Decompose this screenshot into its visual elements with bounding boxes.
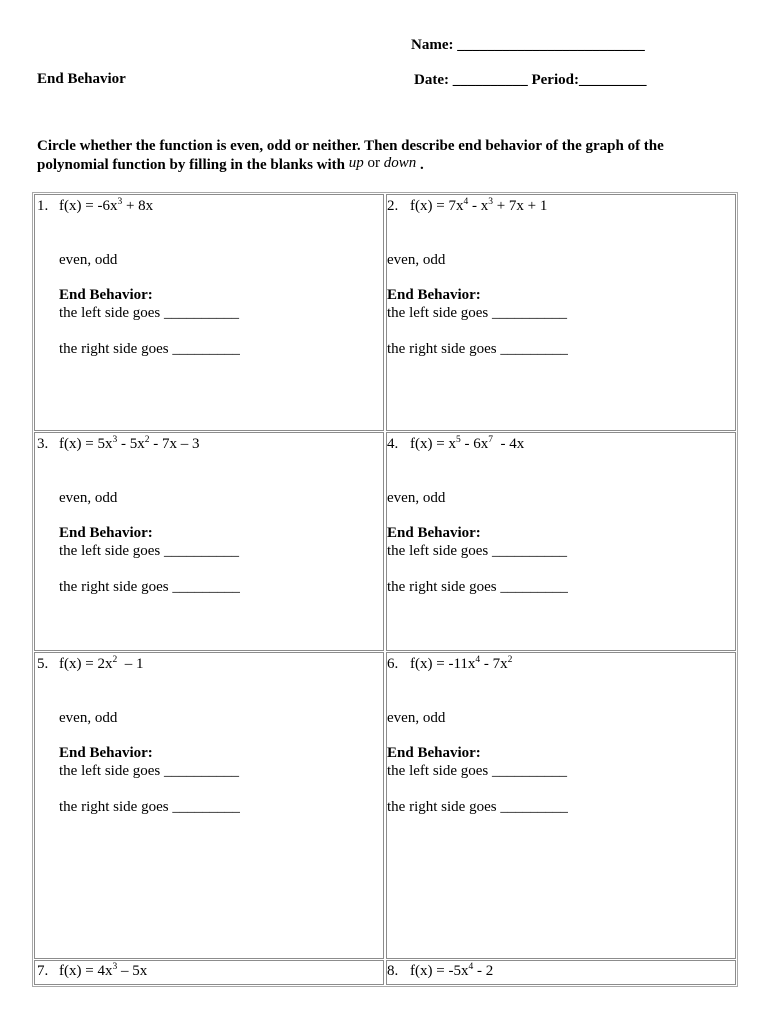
exponent: 3 xyxy=(488,197,493,207)
function-expression xyxy=(59,963,147,980)
problem-number: 6. xyxy=(387,656,399,672)
end-behavior-label: End Behavior: xyxy=(387,525,481,541)
exponent: 4 xyxy=(468,962,474,972)
expression-text: - 7x – 3 xyxy=(149,436,200,452)
problem-cell xyxy=(386,652,736,959)
expression-text: - 7x xyxy=(480,656,508,672)
end-behavior-label: End Behavior: xyxy=(59,525,153,541)
word-down: down xyxy=(383,155,417,171)
right-side-prompt: the right side goes _________ xyxy=(59,799,240,815)
right-side-prompt: the right side goes _________ xyxy=(59,341,240,357)
expression-text: - 2 xyxy=(473,963,494,979)
left-side-prompt: the left side goes __________ xyxy=(387,543,567,559)
right-side-prompt: the right side goes _________ xyxy=(387,799,568,815)
date-period-row xyxy=(414,72,646,89)
function-expression xyxy=(410,963,493,980)
problem-cell xyxy=(386,194,736,431)
exponent: 7 xyxy=(488,435,493,445)
exponent: 3 xyxy=(112,435,118,445)
instructions-text: polynomial function by filling in the blanks with xyxy=(37,157,345,173)
parity-choices: even, odd xyxy=(387,710,446,726)
function-expression xyxy=(59,656,143,673)
worksheet-title: End Behavior xyxy=(37,71,126,87)
function-expression xyxy=(410,436,524,453)
left-side-prompt: the left side goes __________ xyxy=(59,305,239,321)
problem-number: 1. xyxy=(37,198,49,214)
end-behavior-label: End Behavior: xyxy=(387,287,481,303)
expression-text: f(x) = -11x xyxy=(410,656,476,672)
name-field: Name: _________________________ xyxy=(411,37,645,53)
expression-text: – 5x xyxy=(117,963,148,979)
exponent: 2 xyxy=(112,655,118,665)
date-field: Date: __________ xyxy=(414,72,528,88)
expression-text: f(x) = 5x xyxy=(59,436,113,452)
exponent: 4 xyxy=(475,655,481,665)
end-behavior-label: End Behavior: xyxy=(387,745,481,761)
parity-choices: even, odd xyxy=(59,710,118,726)
instructions-period: . xyxy=(420,157,424,173)
expression-text: f(x) = x xyxy=(410,436,456,452)
instructions-line-1: Circle whether the function is even, odd or neither. Then describe end behavior of the graph of the xyxy=(37,138,664,154)
left-side-prompt: the left side goes __________ xyxy=(59,763,239,779)
problem-number: 3. xyxy=(37,436,49,452)
problem-cell xyxy=(34,960,384,985)
problem-number: 2. xyxy=(387,198,399,214)
parity-choices: even, odd xyxy=(387,252,446,268)
problem-number: 7. xyxy=(37,963,49,979)
left-side-prompt: the left side goes __________ xyxy=(387,763,567,779)
expression-text: – 1 xyxy=(117,656,144,672)
left-side-prompt: the left side goes __________ xyxy=(59,543,239,559)
problem-cell xyxy=(34,652,384,959)
function-expression xyxy=(59,198,153,215)
instructions-line-2 xyxy=(37,157,424,174)
problem-cell xyxy=(34,432,384,651)
word-up: up xyxy=(348,155,364,171)
expression-text: + 7x + 1 xyxy=(492,198,548,214)
function-expression xyxy=(59,436,199,453)
function-expression xyxy=(410,656,512,673)
exponent: 2 xyxy=(144,435,150,445)
period-field: Period:_________ xyxy=(531,72,647,88)
parity-choices: even, odd xyxy=(387,490,446,506)
problem-cell xyxy=(386,960,736,985)
function-expression xyxy=(410,198,547,215)
expression-text: - 6x xyxy=(460,436,489,452)
problem-number: 5. xyxy=(37,656,49,672)
left-side-prompt: the left side goes __________ xyxy=(387,305,567,321)
exponent: 5 xyxy=(455,435,461,445)
parity-choices: even, odd xyxy=(59,252,118,268)
expression-text: f(x) = 4x xyxy=(59,963,113,979)
end-behavior-label: End Behavior: xyxy=(59,287,153,303)
right-side-prompt: the right side goes _________ xyxy=(387,341,568,357)
expression-text: f(x) = -5x xyxy=(410,963,469,979)
exponent: 3 xyxy=(117,197,123,207)
expression-text: f(x) = 2x xyxy=(59,656,113,672)
parity-choices: even, odd xyxy=(59,490,118,506)
problem-number: 4. xyxy=(387,436,399,452)
problem-cell xyxy=(386,432,736,651)
exponent: 4 xyxy=(463,197,469,207)
expression-text: - x xyxy=(468,198,489,214)
exponent: 3 xyxy=(112,962,118,972)
right-side-prompt: the right side goes _________ xyxy=(59,579,240,595)
end-behavior-label: End Behavior: xyxy=(59,745,153,761)
problem-cell xyxy=(34,194,384,431)
word-or: or xyxy=(367,155,380,171)
expression-text: f(x) = -6x xyxy=(59,198,118,214)
expression-text: + 8x xyxy=(122,198,154,214)
expression-text: - 5x xyxy=(117,436,145,452)
expression-text: - 4x xyxy=(492,436,525,452)
exponent: 2 xyxy=(507,655,513,665)
problem-number: 8. xyxy=(387,963,399,979)
expression-text: f(x) = 7x xyxy=(410,198,464,214)
right-side-prompt: the right side goes _________ xyxy=(387,579,568,595)
